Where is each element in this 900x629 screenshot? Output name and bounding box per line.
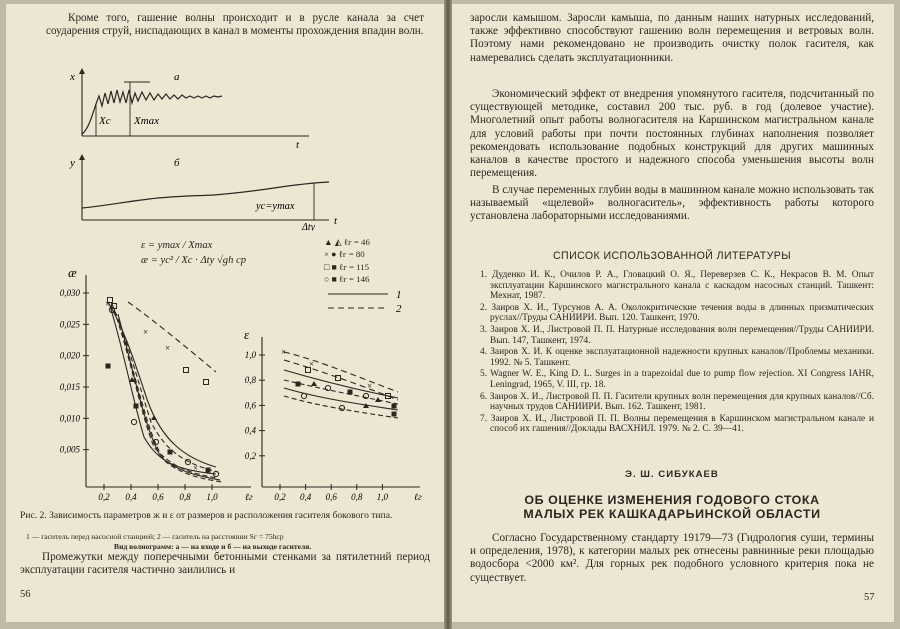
x-axis-label: ℓг bbox=[414, 493, 422, 503]
y-axis-symbol: æ bbox=[68, 265, 77, 280]
xc-label: Xc bbox=[99, 115, 111, 127]
graph-b-t-label: t bbox=[334, 215, 338, 227]
epsilon-curve bbox=[284, 388, 398, 410]
reference-item: 2. Заиров Х. И., Турсунов А. А. Околокритические течения воды в длинных призматических руслах//Труды САНИИРИ. Вып. 120. Ташкент, 1970. bbox=[480, 302, 874, 324]
intro-paragraph: Кроме того, гашение волны происходит и в русле канала за счет соударения струй, ниспадающих в канал в моменты прохождения впадин волн. bbox=[46, 12, 424, 38]
x-axis-label: ℓг bbox=[245, 493, 253, 503]
x-tick-label: 1,0 bbox=[376, 492, 389, 502]
data-point-triangle bbox=[375, 397, 381, 402]
graph-b-panel-label: б bbox=[174, 157, 180, 169]
xmax-label: Xmax bbox=[134, 115, 160, 127]
figure-caption: Рис. 2. Зависимость параметров ж и ε от размеров и расположения гасителя бокового типа. bbox=[20, 510, 393, 521]
reference-item: 5. Wagner W. E., King D. L. Surges in a trapezoidal due to pump flow rejection. XI Congress IAHR, Leningrad, 1965, V. III, гр. 18. bbox=[480, 369, 874, 390]
ae-curve bbox=[110, 306, 216, 474]
x-tick-label: 0,6 bbox=[325, 492, 337, 502]
reference-item: 4. Заиров Х. И. К оценке эксплуатационной надежности крупных каналов//Проблемы механики. 1992. № 5. Ташкент. bbox=[480, 347, 874, 368]
data-point-filled-square bbox=[392, 412, 397, 417]
y-tick-label: 0,005 bbox=[59, 444, 80, 455]
data-point-circle bbox=[131, 419, 136, 424]
yc-label: yc=ymax bbox=[256, 201, 295, 212]
legend-lines bbox=[324, 286, 424, 322]
legend-row-46: ▲ ◭ ℓг = 46 bbox=[324, 237, 370, 247]
legend-line-1-label: 1 bbox=[396, 289, 402, 301]
y-tick-label: 0,010 bbox=[59, 413, 80, 424]
caption-note-2: Вид волнограмм: а — на входе и б — на выходе гасителя. bbox=[114, 542, 312, 551]
ae-curve bbox=[114, 310, 218, 478]
graph-b-y-label: y bbox=[70, 157, 75, 169]
reference-item: 6. Заиров Х. И., Листровой П. П. Гасители крупных волн перемещения для крупных каналов//Сб. научных трудов САНИИРИ. Вып. 162. Ташкент, 1981. bbox=[480, 391, 874, 413]
graph-a-t-label: t bbox=[296, 139, 300, 151]
article-title-line-2: МАЛЫХ РЕК КАШКАДАРЬИНСКОЙ ОБЛАСТИ bbox=[523, 507, 821, 521]
epsilon-curve bbox=[284, 352, 398, 392]
article-title-line-1: ОБ ОЦЕНКЕ ИЗМЕНЕНИЯ ГОДОВОГО СТОКА bbox=[524, 493, 820, 507]
paragraph-1: заросли камышом. Заросли камыша, по данным наших натурных исследований, также эффективно способствуют гашению волн перемещения и ветровых волн. Поэтому нами рекомендовано не производить очистку полок гасителя, как намеревались сделать эксплуатационники. bbox=[470, 12, 874, 64]
data-point-cross: × bbox=[165, 343, 171, 353]
reference-item: 3. Заиров Х. И., Листровой П. П. Натурные исследования волн перемещения//Труды САНИИРИ. Вып. 147, Ташкент, 1974. bbox=[480, 324, 874, 346]
paragraph-2: Экономический эффект от внедрения упомянутого гасителя, подсчитанный по существующей методике, составил 200 тыс. руб. в год (долевое участие). Многолетний опыт работы волногасителя на Каршинском магистральном канале для условий работы при почти постоянных глубинах наполнения позволяет рекомендовать использование подобных конструкций для других машинных каналов в качестве простого и надежного способа уменьшения высоты волн перемещения. bbox=[470, 88, 874, 180]
y-tick-label: 0,020 bbox=[59, 350, 80, 361]
y-tick-label: 0,025 bbox=[59, 319, 80, 330]
data-point-filled-square bbox=[348, 390, 353, 395]
article-author: Э. Ш. СИБУКАЕВ bbox=[625, 469, 719, 480]
x-tick-label: 0,2 bbox=[274, 492, 286, 502]
x-tick-label: 1,0 bbox=[206, 492, 218, 502]
legend-line-2-label: 2 bbox=[396, 303, 402, 315]
caption-note-1: 1 — гаситель перед насосной станцией; 2 — гаситель на расстоянии Sг = 75hcp bbox=[26, 532, 284, 541]
page-number-right: 57 bbox=[864, 592, 875, 603]
y-tick-label: 0,015 bbox=[59, 382, 80, 392]
references-list bbox=[480, 270, 874, 436]
y-axis-symbol: ε bbox=[244, 327, 250, 342]
page-number-left: 56 bbox=[20, 589, 31, 600]
reference-item: 7. Заиров Х. И., Листровой П. П. Волны перемещения в Каршинском магистральном канале и способ их гашения//Доклады ВАСХНИЛ. 1979. № 2. С. 39—41. bbox=[480, 413, 874, 435]
x-tick-label: 0,4 bbox=[299, 492, 312, 502]
x-tick-label: 0,6 bbox=[152, 492, 164, 502]
data-point-square bbox=[204, 380, 209, 385]
data-point-cross: × bbox=[367, 381, 373, 391]
x-tick-label: 0,4 bbox=[125, 492, 137, 502]
bottom-paragraph: Промежутки между поперечными бетонными стенками за пятилетний период эксплуатации гасителя частично заилились и bbox=[20, 551, 430, 577]
data-point-circle bbox=[185, 459, 190, 464]
y-tick-label: 0,2 bbox=[244, 450, 256, 461]
x-tick-label: 0,8 bbox=[179, 492, 191, 502]
data-point-circle bbox=[301, 393, 306, 398]
data-point-circle bbox=[339, 405, 344, 410]
chart-epsilon-vs-lg bbox=[238, 322, 428, 507]
data-point-cross: × bbox=[143, 327, 149, 337]
y-tick-label: 0,030 bbox=[59, 288, 80, 298]
dty-label: Δty bbox=[302, 222, 316, 231]
y-tick-label: 0,6 bbox=[244, 400, 256, 411]
book-binding bbox=[444, 0, 452, 629]
right-page bbox=[452, 4, 894, 622]
ae-curve bbox=[128, 302, 216, 372]
legend bbox=[324, 236, 370, 285]
data-point-filled-square bbox=[296, 382, 301, 387]
data-point-triangle bbox=[151, 415, 157, 420]
wavegram-figure bbox=[64, 66, 354, 231]
data-point-triangle bbox=[311, 381, 317, 386]
data-point-cross: × bbox=[281, 347, 287, 357]
ae-curve bbox=[112, 304, 218, 472]
chart-ae-vs-lg bbox=[36, 262, 261, 507]
data-point-filled-square bbox=[206, 468, 211, 473]
x-tick-label: 0,2 bbox=[98, 492, 110, 502]
y-tick-label: 1,0 bbox=[244, 350, 256, 360]
data-point-cross: × bbox=[193, 463, 199, 473]
data-point-cross: × bbox=[105, 299, 111, 309]
data-point-filled-square bbox=[134, 404, 139, 409]
left-page bbox=[6, 4, 444, 622]
graph-a-curve bbox=[82, 90, 222, 134]
legend-row-80: × ● ℓг = 80 bbox=[324, 249, 365, 260]
reference-item: 1. Дуденко И. К., Очилов Р. А., Гловацкий О. Я., Переверзев С. К., Некрасов В. М. Опыт эксплуатации Каршинского магистрального канала с каскадом насосных станций. Ташкент: Мехнат, 1987. bbox=[480, 270, 874, 302]
graph-a-x-label: x bbox=[70, 71, 75, 83]
data-point-circle bbox=[325, 385, 330, 390]
data-point-square bbox=[184, 368, 189, 373]
data-point-filled-square bbox=[106, 364, 111, 369]
y-tick-label: 0,8 bbox=[244, 375, 256, 386]
paragraph-4: Согласно Государственному стандарту 19179—73 (Гидрология суши, термины и определения, 1978), к категории малых рек отнесены равнинные реки площадью водосбора <2000 км². Для горных рек подобного условного критерия пока не существует. bbox=[470, 532, 874, 584]
data-point-square bbox=[336, 376, 341, 381]
ae-curve bbox=[108, 302, 216, 467]
legend-row-146: ○ ■ ℓг = 146 bbox=[324, 273, 370, 284]
references-heading: СПИСОК ИСПОЛЬЗОВАННОЙ ЛИТЕРАТУРЫ bbox=[553, 250, 791, 262]
formula-ae: æ = yc² / Xc · Δty √gh cp bbox=[141, 255, 247, 266]
legend-row-115: □ ■ ℓг = 115 bbox=[324, 261, 370, 272]
paragraph-3: В случае переменных глубин воды в машинном канале можно использовать так называемый «щелевой» волногаситель», эффективность работы которого установлена лабораторными исследованиями. bbox=[470, 184, 874, 223]
data-point-filled-square bbox=[392, 404, 397, 409]
formula-epsilon: ε = ymax / Xmax bbox=[141, 240, 213, 251]
graph-a-panel-label: а bbox=[174, 71, 180, 83]
x-tick-label: 0,8 bbox=[351, 492, 363, 502]
data-point-cross: × bbox=[309, 359, 315, 369]
y-tick-label: 0,4 bbox=[244, 425, 256, 436]
data-point-filled-square bbox=[168, 450, 173, 455]
